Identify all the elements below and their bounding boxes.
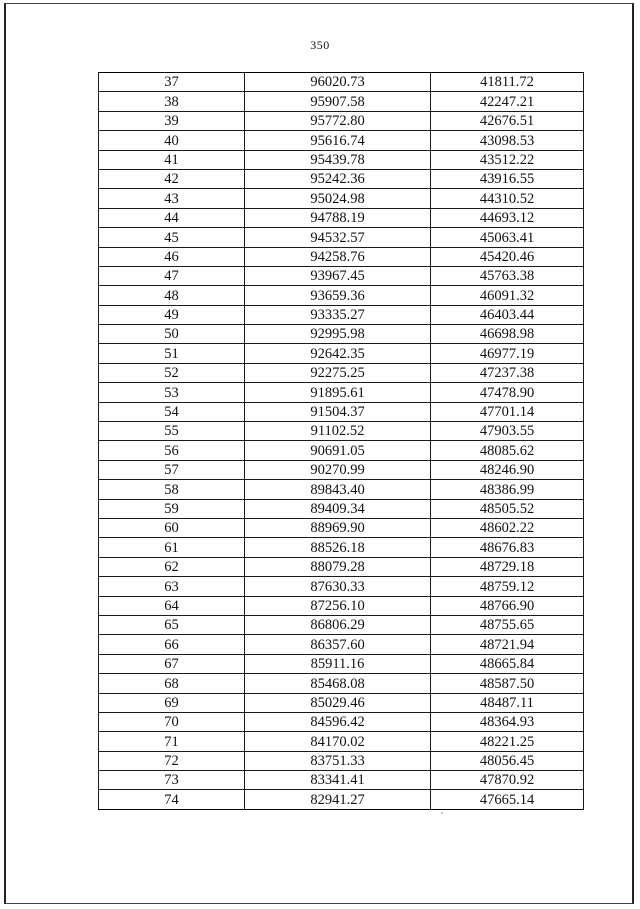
row-number-cell: 50 bbox=[99, 325, 245, 344]
value-b-cell: 47665.14 bbox=[431, 790, 584, 809]
value-a-cell: 95439.78 bbox=[245, 150, 431, 169]
value-a-cell: 86806.29 bbox=[245, 615, 431, 634]
row-number-cell: 38 bbox=[99, 92, 245, 111]
table-row bbox=[99, 208, 584, 227]
value-a-cell: 85029.46 bbox=[245, 693, 431, 712]
value-b-cell: 47237.38 bbox=[431, 363, 584, 382]
row-number-cell: 74 bbox=[99, 790, 245, 809]
value-b-cell: 48386.99 bbox=[431, 480, 584, 499]
page-number: 350 bbox=[310, 38, 330, 52]
row-number-cell: 59 bbox=[99, 499, 245, 518]
value-a-cell: 91895.61 bbox=[245, 383, 431, 402]
value-a-cell: 92275.25 bbox=[245, 363, 431, 382]
value-b-cell: 48364.93 bbox=[431, 712, 584, 731]
table-row bbox=[99, 266, 584, 285]
table-row bbox=[99, 635, 584, 654]
row-number-cell: 40 bbox=[99, 131, 245, 150]
value-a-cell: 89843.40 bbox=[245, 480, 431, 499]
table-row bbox=[99, 228, 584, 247]
table-row bbox=[99, 422, 584, 441]
value-a-cell: 95907.58 bbox=[245, 92, 431, 111]
value-b-cell: 42247.21 bbox=[431, 92, 584, 111]
row-number-cell: 44 bbox=[99, 208, 245, 227]
table-row bbox=[99, 189, 584, 208]
value-a-cell: 94788.19 bbox=[245, 208, 431, 227]
table-row bbox=[99, 480, 584, 499]
row-number-cell: 45 bbox=[99, 228, 245, 247]
value-a-cell: 84596.42 bbox=[245, 712, 431, 731]
value-b-cell: 47903.55 bbox=[431, 422, 584, 441]
value-b-cell: 43098.53 bbox=[431, 131, 584, 150]
value-a-cell: 96020.73 bbox=[245, 73, 431, 92]
table-row bbox=[99, 286, 584, 305]
row-number-cell: 68 bbox=[99, 674, 245, 693]
value-a-cell: 82941.27 bbox=[245, 790, 431, 809]
table-row bbox=[99, 131, 584, 150]
table-row bbox=[99, 363, 584, 382]
value-a-cell: 88969.90 bbox=[245, 518, 431, 537]
value-a-cell: 94532.57 bbox=[245, 228, 431, 247]
row-number-cell: 51 bbox=[99, 344, 245, 363]
value-a-cell: 85911.16 bbox=[245, 654, 431, 673]
value-a-cell: 86357.60 bbox=[245, 635, 431, 654]
table-row bbox=[99, 751, 584, 770]
value-b-cell: 42676.51 bbox=[431, 111, 584, 130]
value-b-cell: 46403.44 bbox=[431, 305, 584, 324]
table-row bbox=[99, 441, 584, 460]
value-a-cell: 95616.74 bbox=[245, 131, 431, 150]
value-b-cell: 48487.11 bbox=[431, 693, 584, 712]
value-a-cell: 83341.41 bbox=[245, 771, 431, 790]
value-b-cell: 48721.94 bbox=[431, 635, 584, 654]
value-b-cell: 48085.62 bbox=[431, 441, 584, 460]
value-b-cell: 48676.83 bbox=[431, 538, 584, 557]
table-row bbox=[99, 383, 584, 402]
table-row bbox=[99, 499, 584, 518]
value-a-cell: 83751.33 bbox=[245, 751, 431, 770]
table-row bbox=[99, 732, 584, 751]
row-number-cell: 65 bbox=[99, 615, 245, 634]
table-row bbox=[99, 693, 584, 712]
row-number-cell: 57 bbox=[99, 460, 245, 479]
value-b-cell: 48587.50 bbox=[431, 674, 584, 693]
table-row bbox=[99, 654, 584, 673]
table-row bbox=[99, 111, 584, 130]
row-number-cell: 62 bbox=[99, 557, 245, 576]
row-number-cell: 49 bbox=[99, 305, 245, 324]
table-row bbox=[99, 247, 584, 266]
value-b-cell: 46977.19 bbox=[431, 344, 584, 363]
scan-speck bbox=[441, 812, 443, 814]
value-b-cell: 45420.46 bbox=[431, 247, 584, 266]
table-row bbox=[99, 518, 584, 537]
row-number-cell: 52 bbox=[99, 363, 245, 382]
table-row bbox=[99, 92, 584, 111]
row-number-cell: 54 bbox=[99, 402, 245, 421]
value-a-cell: 88079.28 bbox=[245, 557, 431, 576]
value-b-cell: 45763.38 bbox=[431, 266, 584, 285]
row-number-cell: 56 bbox=[99, 441, 245, 460]
value-a-cell: 88526.18 bbox=[245, 538, 431, 557]
row-number-cell: 61 bbox=[99, 538, 245, 557]
value-a-cell: 93335.27 bbox=[245, 305, 431, 324]
row-number-cell: 71 bbox=[99, 732, 245, 751]
row-number-cell: 66 bbox=[99, 635, 245, 654]
row-number-cell: 46 bbox=[99, 247, 245, 266]
value-a-cell: 91102.52 bbox=[245, 422, 431, 441]
row-number-cell: 53 bbox=[99, 383, 245, 402]
row-number-cell: 70 bbox=[99, 712, 245, 731]
table-row bbox=[99, 557, 584, 576]
value-b-cell: 46091.32 bbox=[431, 286, 584, 305]
value-b-cell: 47870.92 bbox=[431, 771, 584, 790]
coordinate-table bbox=[98, 72, 584, 810]
table-row bbox=[99, 538, 584, 557]
value-a-cell: 95024.98 bbox=[245, 189, 431, 208]
row-number-cell: 64 bbox=[99, 596, 245, 615]
value-a-cell: 90270.99 bbox=[245, 460, 431, 479]
row-number-cell: 37 bbox=[99, 73, 245, 92]
row-number-cell: 39 bbox=[99, 111, 245, 130]
value-b-cell: 47701.14 bbox=[431, 402, 584, 421]
value-a-cell: 90691.05 bbox=[245, 441, 431, 460]
table-row bbox=[99, 460, 584, 479]
table-row bbox=[99, 169, 584, 188]
value-a-cell: 87256.10 bbox=[245, 596, 431, 615]
table-row bbox=[99, 305, 584, 324]
row-number-cell: 60 bbox=[99, 518, 245, 537]
row-number-cell: 47 bbox=[99, 266, 245, 285]
row-number-cell: 55 bbox=[99, 422, 245, 441]
value-b-cell: 41811.72 bbox=[431, 73, 584, 92]
value-b-cell: 48056.45 bbox=[431, 751, 584, 770]
row-number-cell: 63 bbox=[99, 577, 245, 596]
value-a-cell: 95242.36 bbox=[245, 169, 431, 188]
row-number-cell: 43 bbox=[99, 189, 245, 208]
value-b-cell: 47478.90 bbox=[431, 383, 584, 402]
table-row bbox=[99, 712, 584, 731]
value-b-cell: 48246.90 bbox=[431, 460, 584, 479]
value-a-cell: 87630.33 bbox=[245, 577, 431, 596]
table-row bbox=[99, 615, 584, 634]
value-a-cell: 95772.80 bbox=[245, 111, 431, 130]
row-number-cell: 72 bbox=[99, 751, 245, 770]
value-a-cell: 94258.76 bbox=[245, 247, 431, 266]
value-b-cell: 43512.22 bbox=[431, 150, 584, 169]
value-b-cell: 48766.90 bbox=[431, 596, 584, 615]
table-row bbox=[99, 596, 584, 615]
value-b-cell: 48759.12 bbox=[431, 577, 584, 596]
table-row bbox=[99, 790, 584, 809]
value-b-cell: 43916.55 bbox=[431, 169, 584, 188]
row-number-cell: 73 bbox=[99, 771, 245, 790]
table-row bbox=[99, 402, 584, 421]
value-a-cell: 93967.45 bbox=[245, 266, 431, 285]
value-a-cell: 89409.34 bbox=[245, 499, 431, 518]
row-number-cell: 58 bbox=[99, 480, 245, 499]
value-b-cell: 44693.12 bbox=[431, 208, 584, 227]
row-number-cell: 41 bbox=[99, 150, 245, 169]
value-a-cell: 93659.36 bbox=[245, 286, 431, 305]
value-b-cell: 48602.22 bbox=[431, 518, 584, 537]
table-row bbox=[99, 73, 584, 92]
value-a-cell: 92995.98 bbox=[245, 325, 431, 344]
table-row bbox=[99, 344, 584, 363]
value-b-cell: 48755.65 bbox=[431, 615, 584, 634]
row-number-cell: 48 bbox=[99, 286, 245, 305]
table-row bbox=[99, 674, 584, 693]
row-number-cell: 42 bbox=[99, 169, 245, 188]
value-b-cell: 48729.18 bbox=[431, 557, 584, 576]
value-a-cell: 91504.37 bbox=[245, 402, 431, 421]
table-row bbox=[99, 771, 584, 790]
table-row bbox=[99, 577, 584, 596]
row-number-cell: 69 bbox=[99, 693, 245, 712]
value-b-cell: 45063.41 bbox=[431, 228, 584, 247]
value-b-cell: 44310.52 bbox=[431, 189, 584, 208]
table-row bbox=[99, 150, 584, 169]
value-a-cell: 84170.02 bbox=[245, 732, 431, 751]
value-b-cell: 48221.25 bbox=[431, 732, 584, 751]
value-b-cell: 46698.98 bbox=[431, 325, 584, 344]
table-row bbox=[99, 325, 584, 344]
table-body bbox=[99, 73, 584, 810]
value-a-cell: 85468.08 bbox=[245, 674, 431, 693]
row-number-cell: 67 bbox=[99, 654, 245, 673]
value-b-cell: 48505.52 bbox=[431, 499, 584, 518]
value-a-cell: 92642.35 bbox=[245, 344, 431, 363]
coordinate-table-container bbox=[98, 72, 582, 810]
value-b-cell: 48665.84 bbox=[431, 654, 584, 673]
